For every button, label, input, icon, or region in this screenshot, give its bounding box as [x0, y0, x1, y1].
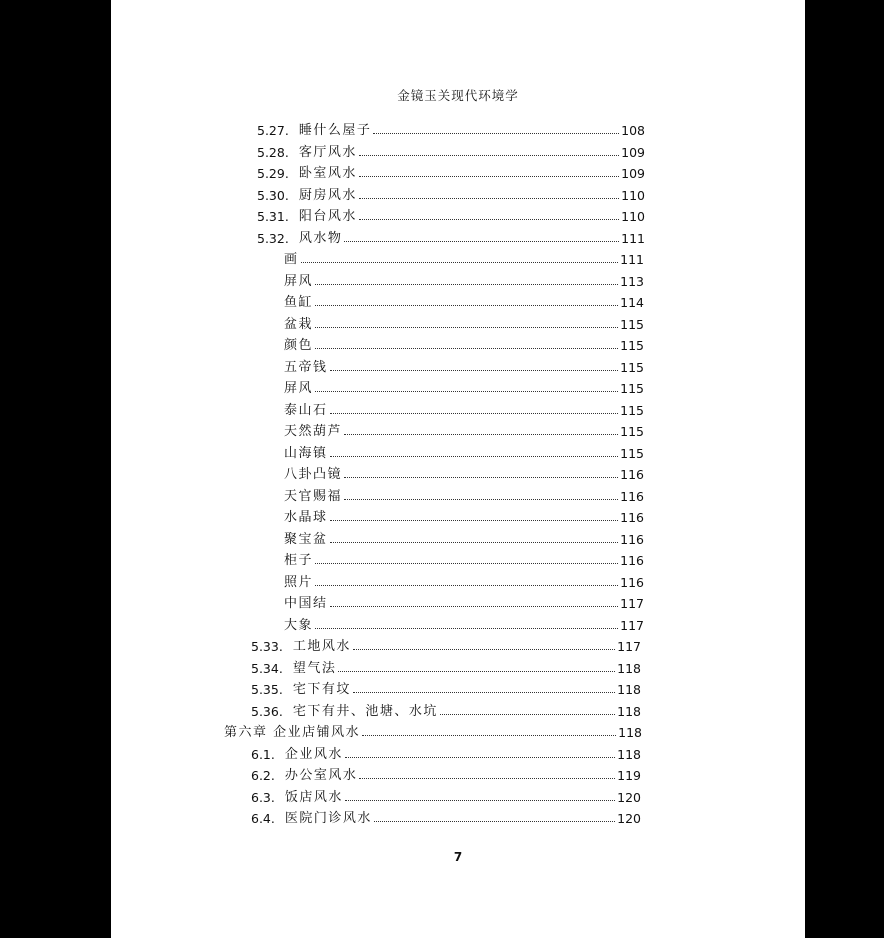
dot-leader — [330, 542, 619, 543]
toc-entry-title: 天官赐福 — [284, 488, 343, 504]
toc-entry-title: 泰山石 — [284, 402, 328, 418]
toc-entry-number: 6.2. — [251, 768, 275, 783]
toc-entry-title: 宅下有井、池塘、水坑 — [292, 703, 438, 719]
toc-entry — [284, 398, 644, 418]
toc-entry-number: 6.3. — [251, 789, 275, 805]
toc-entry — [251, 806, 641, 826]
toc-entry — [284, 333, 644, 353]
dot-leader — [330, 456, 619, 457]
toc-entry-page: 113 — [620, 273, 644, 289]
dot-leader — [345, 757, 615, 758]
toc-entry-page: 111 — [621, 230, 645, 246]
toc-entry-page: 116 — [620, 553, 644, 568]
dot-leader — [315, 585, 618, 586]
dot-leader — [330, 370, 619, 371]
toc-entry-title: 山海镇 — [284, 445, 328, 461]
dot-leader — [330, 520, 619, 521]
toc-entry-number: 5.30. — [257, 187, 289, 203]
toc-entry-title: 睡什么屋子 — [298, 123, 372, 138]
toc-entry-title: 客厅风水 — [298, 144, 357, 160]
dot-leader — [315, 305, 618, 306]
toc-entry-page: 115 — [620, 316, 644, 332]
toc-entry-number: 5.34. — [251, 660, 283, 676]
toc-entry — [284, 613, 644, 633]
dot-leader — [315, 563, 618, 564]
toc-entry-title: 第六章 企业店铺风水 — [224, 725, 361, 740]
toc-entry-number: 5.29. — [257, 166, 289, 181]
dot-leader — [344, 241, 619, 242]
dot-leader — [344, 434, 618, 435]
dot-leader — [315, 348, 618, 349]
toc-entry — [251, 785, 641, 805]
dot-leader — [301, 262, 619, 263]
toc-entry — [284, 441, 644, 461]
toc-entry-page: 118 — [617, 682, 641, 697]
toc-entry — [284, 484, 644, 504]
toc-entry-page: 110 — [621, 187, 645, 203]
toc-entry-page: 114 — [620, 295, 644, 310]
toc-entry — [251, 742, 641, 762]
toc-entry-page: 117 — [620, 617, 644, 633]
toc-entry-title: 医院门诊风水 — [284, 811, 372, 826]
toc-entry-page: 120 — [617, 811, 641, 826]
toc-entry — [284, 419, 644, 439]
dot-leader — [315, 327, 618, 328]
dot-leader — [330, 606, 619, 607]
toc-entry — [251, 656, 641, 676]
toc-entry-title: 中国结 — [284, 596, 328, 611]
toc-entry-page: 115 — [620, 359, 644, 375]
toc-entry-page: 110 — [621, 209, 645, 224]
toc-entry-page: 115 — [620, 402, 644, 418]
toc-entry — [284, 312, 644, 332]
toc-entry-title: 照片 — [284, 574, 314, 590]
dot-leader — [315, 284, 618, 285]
toc-entry-page: 111 — [620, 252, 644, 267]
dot-leader — [344, 499, 618, 500]
toc-entry-number: 5.36. — [251, 703, 283, 719]
dot-leader — [330, 413, 619, 414]
toc-entry — [284, 290, 644, 310]
toc-entry-title: 风水物 — [298, 230, 343, 246]
toc-entry-title: 阳台风水 — [298, 209, 357, 224]
toc-entry-number: 5.31. — [257, 209, 289, 224]
toc-entry — [284, 355, 644, 375]
toc-entry-title: 工地风水 — [292, 639, 351, 654]
toc-entry-title: 水晶球 — [284, 510, 328, 525]
dot-leader — [353, 649, 615, 650]
toc-entry-number: 5.27. — [257, 123, 289, 138]
dot-leader — [373, 133, 619, 134]
dot-leader — [359, 778, 615, 779]
toc-entry-page: 108 — [621, 123, 645, 138]
document-page — [111, 0, 805, 938]
toc-entry-page: 116 — [620, 574, 644, 590]
toc-entry — [251, 763, 641, 783]
toc-entry-page: 109 — [621, 144, 645, 160]
toc-entry-title: 望气法 — [292, 660, 337, 676]
toc-entry — [251, 634, 641, 654]
toc-entry — [284, 462, 644, 482]
toc-entry-title: 屏风 — [284, 273, 314, 289]
toc-entry-title: 厨房风水 — [298, 187, 357, 203]
dot-leader — [353, 692, 615, 693]
toc-entry — [251, 677, 641, 697]
dot-leader — [359, 176, 619, 177]
toc-entry-page: 118 — [617, 746, 641, 762]
dot-leader — [359, 155, 619, 156]
toc-entry-page: 115 — [620, 338, 644, 353]
toc-entry-title: 柜子 — [284, 553, 314, 568]
dot-leader — [359, 198, 619, 199]
dot-leader — [362, 735, 616, 736]
toc-entry-page: 117 — [617, 639, 641, 654]
toc-entry — [257, 118, 645, 138]
toc-entry — [284, 376, 644, 396]
toc-chapter-entry — [224, 720, 642, 740]
toc-entry — [257, 204, 645, 224]
toc-entry-page: 116 — [620, 467, 644, 482]
toc-entry-page: 117 — [620, 596, 644, 611]
toc-entry-page: 115 — [620, 445, 644, 461]
dot-leader — [345, 800, 615, 801]
toc-entry-title: 盆栽 — [284, 316, 314, 332]
toc-entry — [284, 570, 644, 590]
toc-entry-number: 5.28. — [257, 144, 289, 160]
dot-leader — [374, 821, 615, 822]
toc-entry-title: 饭店风水 — [284, 789, 343, 805]
toc-entry-title: 天然葫芦 — [284, 424, 343, 439]
toc-entry — [284, 548, 644, 568]
toc-entry-page: 116 — [620, 488, 644, 504]
toc-entry-title: 鱼缸 — [284, 295, 314, 310]
toc-entry-page: 116 — [620, 510, 644, 525]
toc-entry-page: 115 — [620, 381, 644, 396]
toc-entry-title: 企业风水 — [284, 746, 343, 762]
toc-entry-title: 八卦凸镜 — [284, 467, 343, 482]
toc-entry — [284, 527, 644, 547]
toc-entry-page: 118 — [618, 725, 642, 740]
toc-entry-title: 办公室风水 — [284, 768, 358, 783]
toc-entry — [251, 699, 641, 719]
running-header: 金镜玉关现代环境学 — [397, 88, 519, 103]
dot-leader — [315, 391, 618, 392]
toc-entry-title: 颜色 — [284, 338, 314, 353]
toc-entry — [257, 226, 645, 246]
toc-entry-page: 118 — [617, 703, 641, 719]
toc-entry-number: 6.4. — [251, 811, 275, 826]
toc-entry-title: 五帝钱 — [284, 359, 328, 375]
toc-entry-page: 118 — [617, 660, 641, 676]
page-number: 7 — [453, 850, 463, 864]
toc-entry-title: 卧室风水 — [298, 166, 357, 181]
toc-entry — [284, 591, 644, 611]
toc-entry-page: 116 — [620, 531, 644, 547]
toc-entry-title: 屏风 — [284, 381, 314, 396]
dot-leader — [440, 714, 615, 715]
toc-entry-page: 109 — [621, 166, 645, 181]
toc-entry-page: 120 — [617, 789, 641, 805]
toc-entry-title: 宅下有坟 — [292, 682, 351, 697]
dot-leader — [359, 219, 619, 220]
toc-entry — [284, 505, 644, 525]
dot-leader — [344, 477, 618, 478]
dot-leader — [338, 671, 615, 672]
toc-entry-number: 5.32. — [257, 230, 289, 246]
toc-entry-page: 119 — [617, 768, 641, 783]
toc-entry-number: 5.35. — [251, 682, 283, 697]
toc-entry-title: 画 — [284, 252, 299, 267]
toc-entry — [284, 269, 644, 289]
toc-entry-title: 聚宝盆 — [284, 531, 328, 547]
toc-entry — [257, 140, 645, 160]
toc-entry-page: 115 — [620, 424, 644, 439]
toc-entry — [257, 183, 645, 203]
toc-entry-title: 大象 — [284, 617, 314, 633]
dot-leader — [315, 628, 618, 629]
toc-entry-number: 6.1. — [251, 746, 275, 762]
toc-entry — [284, 247, 644, 267]
toc-entry — [257, 161, 645, 181]
toc-entry-number: 5.33. — [251, 639, 283, 654]
